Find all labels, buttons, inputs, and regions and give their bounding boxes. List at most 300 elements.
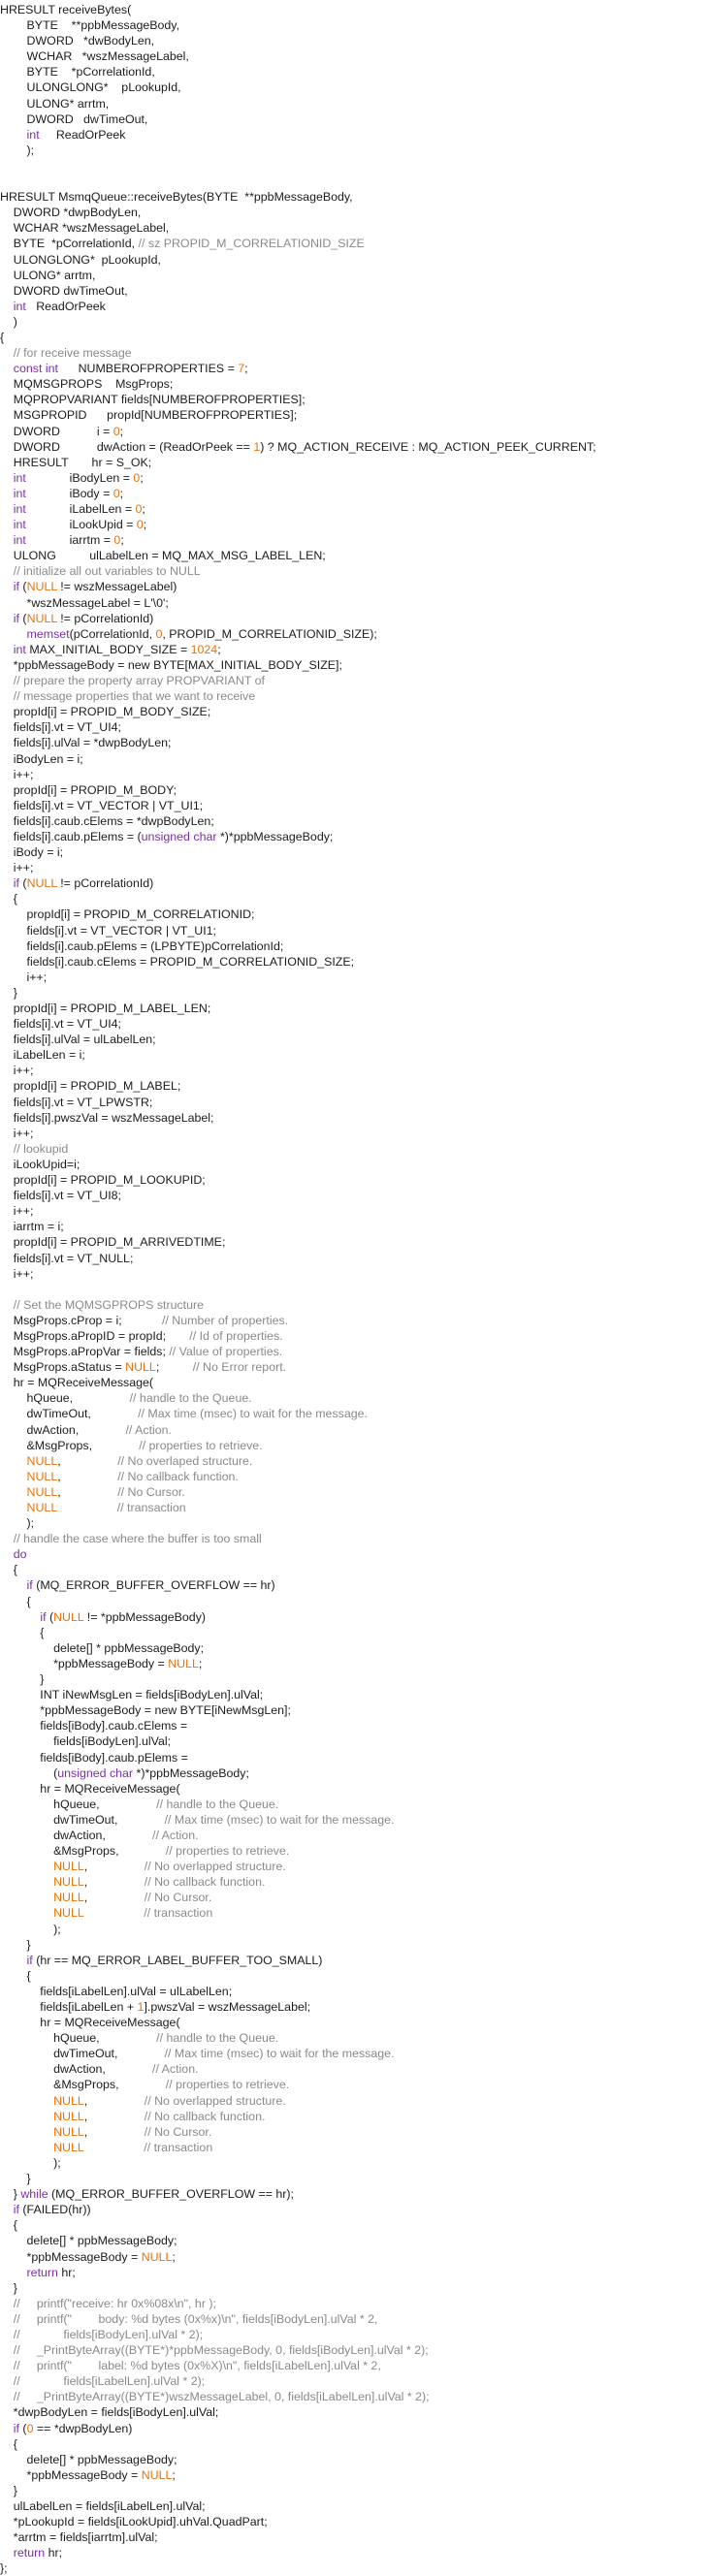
code-comment: // printf("receive: hr 0x%08x\n", hr ); xyxy=(13,2296,216,2310)
literal-token: NULL xyxy=(26,580,57,594)
literal-token: 0 xyxy=(135,502,143,516)
code-line xyxy=(0,2202,708,2217)
code-text: } xyxy=(0,2280,17,2295)
code-line xyxy=(0,2483,708,2498)
code-line xyxy=(0,704,708,719)
code-text xyxy=(0,471,14,485)
code-text xyxy=(0,2546,14,2560)
code-text: == *dwpBodyLen) xyxy=(33,2421,133,2435)
code-comment: // sz PROPID_M_CORRELATIONID_SIZE xyxy=(138,237,365,251)
code-line xyxy=(0,1001,708,1016)
code-text: HRESULT receiveBytes( xyxy=(0,3,132,16)
code-line xyxy=(0,2327,708,2342)
code-text: ); xyxy=(0,1922,61,1936)
code-line xyxy=(0,1890,708,1905)
code-text: BYTE *pCorrelationId, xyxy=(0,65,155,80)
code-line xyxy=(0,751,708,767)
code-text: hQueue, xyxy=(0,1391,130,1406)
code-text: propId[i] = PROPID_M_LABEL_LEN; xyxy=(0,1002,211,1015)
code-line xyxy=(0,2186,708,2202)
code-text xyxy=(0,1954,27,1967)
code-text: delete[] * ppbMessageBody; xyxy=(0,2452,177,2466)
code-text: ; xyxy=(119,486,124,500)
literal-token: NULL xyxy=(53,2093,84,2108)
code-line xyxy=(0,657,708,673)
code-line xyxy=(0,767,708,782)
code-text: fields[i].vt = VT_UI8; xyxy=(0,1189,121,1203)
code-text: *ppbMessageBody = new BYTE[MAX_INITIAL_BODY_SIZE]; xyxy=(0,657,342,672)
code-text xyxy=(0,1860,53,1873)
code-text: ; xyxy=(143,518,147,532)
code-text: *ppbMessageBody = xyxy=(0,2467,142,2482)
code-text: ; xyxy=(155,1360,193,1375)
code-text: ReadOrPeek xyxy=(25,299,106,313)
code-line xyxy=(0,1968,708,1984)
code-comment: // No overlapped structure. xyxy=(144,2093,286,2108)
code-line xyxy=(0,829,708,844)
code-text: MsgProps.aPropID = propId; xyxy=(0,1328,190,1343)
code-text: MsgProps.aStatus = xyxy=(0,1360,126,1375)
code-line xyxy=(0,236,708,251)
literal-token: NULL xyxy=(53,1609,84,1624)
code-text: != wszMessageLabel) xyxy=(56,580,177,594)
code-text: i++; xyxy=(0,1126,34,1140)
code-text: ( xyxy=(18,2421,27,2435)
code-text: (FAILED(hr)) xyxy=(18,2203,91,2217)
code-comment: // handle to the Queue. xyxy=(129,1391,252,1406)
code-text: ULONG ulLabelLen = MQ_MAX_MSG_LABEL_LEN; xyxy=(0,549,326,563)
code-text: fields[i].pwszVal = wszMessageLabel; xyxy=(0,1110,214,1125)
code-text: MQPROPVARIANT fields[NUMBEROFPROPERTIES]; xyxy=(0,393,306,407)
code-text: != *ppbMessageBody) xyxy=(83,1609,207,1624)
code-comment: // Set the MQMSGPROPS structure xyxy=(13,1297,205,1312)
code-text: ; xyxy=(198,1656,203,1670)
code-text: i++; xyxy=(0,1266,34,1281)
code-line xyxy=(0,299,708,314)
code-line xyxy=(0,1172,708,1188)
keyword-token: if xyxy=(13,2203,19,2217)
code-text: i++; xyxy=(0,1064,34,1078)
code-line xyxy=(0,1781,708,1797)
code-text xyxy=(0,2203,14,2216)
code-comment: // Id of properties. xyxy=(189,1328,283,1343)
code-text xyxy=(0,502,14,516)
keyword-token: return xyxy=(26,2265,58,2279)
code-text: INT iNewMsgLen = fields[iBodyLen].ulVal; xyxy=(0,1688,264,1702)
code-text: ULONG* arrtm, xyxy=(0,268,96,282)
literal-token: NULL xyxy=(141,2467,173,2482)
code-text xyxy=(0,518,14,531)
code-line xyxy=(0,735,708,750)
code-line xyxy=(0,1937,708,1953)
code-text: hr; xyxy=(57,2265,76,2279)
code-text xyxy=(0,362,14,375)
code-line xyxy=(0,1859,708,1874)
code-text: iLookUpid=i; xyxy=(0,1157,80,1171)
code-text: DWORD dwTimeOut, xyxy=(0,111,148,126)
code-line xyxy=(0,2077,708,2092)
code-text: *)*ppbMessageBody; xyxy=(133,1765,249,1780)
code-text xyxy=(0,128,27,142)
code-comment: // Action. xyxy=(125,1422,172,1437)
keyword-token: if xyxy=(13,611,19,625)
keyword-token: if xyxy=(26,1578,33,1593)
code-text: ( xyxy=(0,1765,58,1780)
keyword-token: int xyxy=(13,299,26,313)
code-line xyxy=(0,906,708,922)
literal-token: NULL xyxy=(125,1360,156,1375)
literal-token: 0 xyxy=(113,486,120,500)
code-text: ( xyxy=(18,876,27,891)
code-line xyxy=(0,1188,708,1203)
code-text: WCHAR *wszMessageLabel, xyxy=(0,221,170,236)
code-text: delete[] * ppbMessageBody; xyxy=(0,2234,177,2248)
code-line xyxy=(0,220,708,236)
code-text: ; xyxy=(217,642,221,656)
code-text: { xyxy=(0,330,5,344)
code-text: propId[i] = PROPID_M_ARRIVEDTIME; xyxy=(0,1235,226,1250)
code-line xyxy=(0,48,708,64)
code-text: , xyxy=(83,1860,145,1874)
literal-token: NULL xyxy=(26,1453,58,1468)
code-text: *pLookupId = fields[iLookUpid].uhVal.QuadPart; xyxy=(0,2515,268,2529)
code-text: , xyxy=(83,2124,145,2139)
code-text: fields[iBody].caub.pElems = xyxy=(0,1750,188,1765)
code-line xyxy=(0,330,708,345)
code-comment: // No callback function. xyxy=(144,1875,266,1890)
code-line xyxy=(0,2514,708,2529)
code-line xyxy=(0,407,708,423)
code-line xyxy=(0,813,708,829)
code-text: WCHAR *wszMessageLabel, xyxy=(0,49,189,64)
code-line xyxy=(0,1203,708,1219)
code-line xyxy=(0,1874,708,1890)
code-text xyxy=(0,1142,14,1156)
literal-token: 0 xyxy=(26,2421,34,2435)
code-text: } xyxy=(0,1672,45,1687)
code-text: propId[i] = PROPID_M_LOOKUPID; xyxy=(0,1173,206,1188)
code-line xyxy=(0,1234,708,1250)
code-text: i++; xyxy=(0,970,48,984)
code-text: *)*ppbMessageBody; xyxy=(216,829,334,843)
code-line xyxy=(0,1609,708,1625)
code-text: dwAction, xyxy=(0,1422,126,1437)
code-text: , xyxy=(83,2093,145,2108)
code-text: ; xyxy=(140,470,144,485)
code-text: fields[i].ulVal = *dwpBodyLen; xyxy=(0,736,172,750)
code-text: , xyxy=(83,1891,145,1905)
keyword-token: unsigned char xyxy=(57,1765,134,1780)
keyword-token: int xyxy=(26,127,40,142)
literal-token: 7 xyxy=(238,362,245,376)
code-line xyxy=(0,439,708,455)
code-text xyxy=(0,1454,27,1468)
code-line xyxy=(0,1390,708,1406)
literal-token: NULL xyxy=(53,2109,84,2123)
code-text: { xyxy=(0,1625,45,1639)
code-text: fields[iBodyLen].ulVal; xyxy=(0,1734,172,1749)
code-comment: // printf(" label: %d bytes (0x%X)\n", fields[iLabelLen].ulVal * 2, xyxy=(13,2359,381,2373)
code-text: BYTE *pCorrelationId, xyxy=(0,237,139,251)
code-text: dwTimeOut, xyxy=(0,2047,165,2061)
code-comment: // handle to the Queue. xyxy=(156,1797,279,1811)
code-line xyxy=(0,782,708,798)
code-text xyxy=(0,627,27,641)
code-line xyxy=(0,158,708,174)
code-line xyxy=(0,2404,708,2420)
code-line xyxy=(0,719,708,735)
code-text xyxy=(0,1485,27,1499)
code-line xyxy=(0,2109,708,2124)
code-text xyxy=(0,612,14,625)
code-text xyxy=(0,2125,53,2139)
code-text xyxy=(0,2374,14,2388)
code-line xyxy=(0,611,708,626)
code-comment: // message properties that we want to receive xyxy=(13,689,256,704)
code-text: fields[i].vt = VT_UI4; xyxy=(0,720,121,735)
code-line xyxy=(0,1797,708,1812)
literal-token: 0 xyxy=(155,626,163,641)
code-text: (MQ_ERROR_BUFFER_OVERFLOW == hr) xyxy=(32,1578,275,1593)
code-text: dwTimeOut, xyxy=(0,1407,139,1421)
code-line xyxy=(0,626,708,642)
code-text: ; xyxy=(172,2249,176,2264)
code-text xyxy=(0,689,14,703)
code-text xyxy=(0,1875,53,1889)
code-comment: // Max time (msec) to wait for the message. xyxy=(138,1407,368,1421)
code-line xyxy=(0,798,708,813)
code-text xyxy=(0,643,14,656)
code-line xyxy=(0,579,708,594)
code-text: iBody = xyxy=(25,486,113,500)
code-line xyxy=(0,2093,708,2109)
code-text xyxy=(0,1532,14,1545)
code-line xyxy=(0,688,708,704)
code-line xyxy=(0,860,708,875)
code-text: iBodyLen = xyxy=(25,470,134,485)
code-comment: // No callback function. xyxy=(117,1469,239,1483)
code-line xyxy=(0,1078,708,1094)
code-line xyxy=(0,2467,708,2483)
keyword-token: const int xyxy=(13,362,58,376)
code-text: , PROPID_M_CORRELATIONID_SIZE); xyxy=(162,626,377,641)
code-text xyxy=(0,2110,53,2123)
keyword-token: int xyxy=(13,470,26,485)
code-line xyxy=(0,2373,708,2389)
keyword-token: int xyxy=(13,533,26,548)
code-comment: // No callback function. xyxy=(144,2109,266,2123)
code-text: hQueue, xyxy=(0,2031,157,2046)
code-text: ( xyxy=(18,611,27,625)
code-text: , xyxy=(57,1484,118,1499)
code-line xyxy=(0,1453,708,1469)
code-comment: // Max time (msec) to wait for the message. xyxy=(164,2047,395,2061)
code-text: { xyxy=(0,1968,31,1983)
code-line xyxy=(0,548,708,563)
code-text xyxy=(0,2343,14,2357)
literal-token: 0 xyxy=(113,424,120,438)
code-text: hr = MQReceiveMessage( xyxy=(0,1781,180,1796)
code-text: ; xyxy=(142,502,145,516)
code-text: iLabelLen = xyxy=(25,502,136,516)
code-text: , xyxy=(83,2109,145,2123)
code-text: } xyxy=(0,1937,31,1952)
code-line xyxy=(0,1047,708,1063)
code-line xyxy=(0,1157,708,1172)
code-text: delete[] * ppbMessageBody; xyxy=(0,1640,205,1655)
code-text: MAX_INITIAL_BODY_SIZE = xyxy=(25,642,191,656)
code-line xyxy=(0,2265,708,2280)
code-comment: // fields[iLabelLen].ulVal * 2); xyxy=(13,2374,206,2389)
code-line xyxy=(0,252,708,268)
code-line xyxy=(0,563,708,579)
code-line xyxy=(0,2342,708,2358)
code-text: &MsgProps, xyxy=(0,1438,140,1452)
code-comment: // handle the case where the buffer is too small xyxy=(13,1532,262,1546)
code-line xyxy=(0,1469,708,1484)
code-line xyxy=(0,376,708,392)
keyword-token: int xyxy=(13,642,26,656)
code-text: iLabelLen = i; xyxy=(0,1048,85,1063)
code-text: ; xyxy=(172,2467,176,2482)
code-text: iarrtm = i; xyxy=(0,1220,64,1234)
code-comment: // fields[iBodyLen].ulVal * 2); xyxy=(13,2327,204,2341)
code-line xyxy=(0,392,708,407)
code-text: MSGPROPID propId[NUMBEROFPROPERTIES]; xyxy=(0,408,298,423)
literal-token: NULL xyxy=(26,876,57,891)
code-line xyxy=(0,2171,708,2186)
code-line xyxy=(0,1750,708,1765)
code-line xyxy=(0,517,708,532)
code-line xyxy=(0,1718,708,1733)
code-text: NUMBEROFPROPERTIES = xyxy=(57,362,239,376)
code-line xyxy=(0,1953,708,1968)
code-text: propId[i] = PROPID_M_LABEL; xyxy=(0,1079,181,1094)
code-text: ; xyxy=(119,424,124,438)
code-text: propId[i] = PROPID_M_BODY; xyxy=(0,782,177,797)
code-line xyxy=(0,17,708,33)
code-text xyxy=(0,580,14,593)
code-text: } xyxy=(0,2483,17,2497)
code-line xyxy=(0,1546,708,1562)
code-line xyxy=(0,673,708,688)
code-line xyxy=(0,1671,708,1687)
code-line xyxy=(0,1765,708,1781)
code-text xyxy=(0,1547,14,1561)
code-text: (hr == MQ_ERROR_LABEL_BUFFER_TOO_SMALL) xyxy=(32,1953,323,1967)
code-line xyxy=(0,486,708,501)
code-text xyxy=(0,346,14,360)
code-comment: // for receive message xyxy=(13,346,132,361)
code-line xyxy=(0,1905,708,1921)
keyword-token: int xyxy=(13,502,26,516)
literal-token: NULL xyxy=(26,1469,58,1483)
code-line xyxy=(0,1282,708,1297)
code-text: HRESULT hr = S_OK; xyxy=(0,455,152,469)
literal-token: 0 xyxy=(133,470,141,485)
code-text: MQMSGPROPS MsgProps; xyxy=(0,377,174,392)
code-line xyxy=(0,2421,708,2436)
code-line xyxy=(0,532,708,548)
code-line xyxy=(0,2030,708,2046)
literal-token: NULL xyxy=(53,1875,84,1890)
code-text: hr = MQReceiveMessage( xyxy=(0,2016,180,2030)
literal-token: NULL xyxy=(53,2124,84,2139)
code-text: hr; xyxy=(45,2546,63,2560)
code-line xyxy=(0,1422,708,1438)
code-text: iBody = i; xyxy=(0,845,64,860)
code-line xyxy=(0,2140,708,2155)
code-line xyxy=(0,2124,708,2140)
literal-token: NULL xyxy=(168,1656,199,1670)
code-text: ULONG* arrtm, xyxy=(0,96,110,111)
code-text: *dwpBodyLen = fields[iBodyLen].ulVal; xyxy=(0,2405,219,2420)
code-text: ULONGLONG* pLookupId, xyxy=(0,252,161,267)
code-text: ) ? MQ_ACTION_RECEIVE : MQ_ACTION_PEEK_CURRENT; xyxy=(260,439,596,454)
code-text: DWORD dwTimeOut, xyxy=(0,283,128,298)
code-text: MsgProps.cProp = i; xyxy=(0,1313,162,1327)
keyword-token: return xyxy=(13,2546,46,2560)
code-line xyxy=(0,111,708,127)
code-text: &MsgProps, xyxy=(0,1844,166,1859)
code-text: fields[iBody].caub.cElems = xyxy=(0,1719,188,1733)
code-line xyxy=(0,1702,708,1718)
code-line xyxy=(0,1515,708,1531)
code-line xyxy=(0,1500,708,1515)
keyword-token: while xyxy=(20,2187,48,2202)
code-comment: // Action. xyxy=(152,1828,199,1842)
code-line xyxy=(0,2280,708,2296)
code-comment: // No Error report. xyxy=(192,1360,287,1375)
code-text xyxy=(0,2422,14,2435)
code-line xyxy=(0,875,708,891)
code-line xyxy=(0,1141,708,1157)
code-line xyxy=(0,1313,708,1328)
code-line xyxy=(0,1110,708,1126)
code-text: fields[i].ulVal = ulLabelLen; xyxy=(0,1033,156,1047)
code-line xyxy=(0,1843,708,1859)
code-line xyxy=(0,33,708,48)
code-text: iarrtm = xyxy=(25,533,114,548)
code-line xyxy=(0,2233,708,2248)
code-line xyxy=(0,1219,708,1234)
code-line xyxy=(0,1344,708,1359)
code-text: , xyxy=(57,1453,118,1468)
code-text: fields[i].vt = VT_VECTOR | VT_UI1; xyxy=(0,923,216,938)
code-text xyxy=(0,2359,14,2372)
code-comment: // Max time (msec) to wait for the message. xyxy=(164,1812,395,1827)
code-comment: // prepare the property array PROPVARIANT of xyxy=(13,674,265,688)
code-line xyxy=(0,2217,708,2233)
code-text: ( xyxy=(46,1609,54,1624)
code-text xyxy=(0,1891,53,1904)
code-line xyxy=(0,2249,708,2265)
code-text: dwAction, xyxy=(0,1828,152,1842)
code-text: ulLabelLen = fields[iLabelLen].ulVal; xyxy=(0,2499,206,2513)
code-text: i++; xyxy=(0,767,34,781)
code-comment: // No Cursor. xyxy=(144,2124,212,2139)
code-text xyxy=(0,533,14,547)
code-comment: // lookupid xyxy=(13,1141,69,1156)
code-line xyxy=(0,189,708,205)
code-line xyxy=(0,1016,708,1032)
code-line xyxy=(0,1812,708,1828)
code-line xyxy=(0,174,708,189)
code-line xyxy=(0,1297,708,1313)
code-line xyxy=(0,1656,708,1671)
code-text: ; xyxy=(244,362,248,376)
code-text: fields[i].caub.pElems = (LPBYTE)pCorrelationId; xyxy=(0,938,284,953)
